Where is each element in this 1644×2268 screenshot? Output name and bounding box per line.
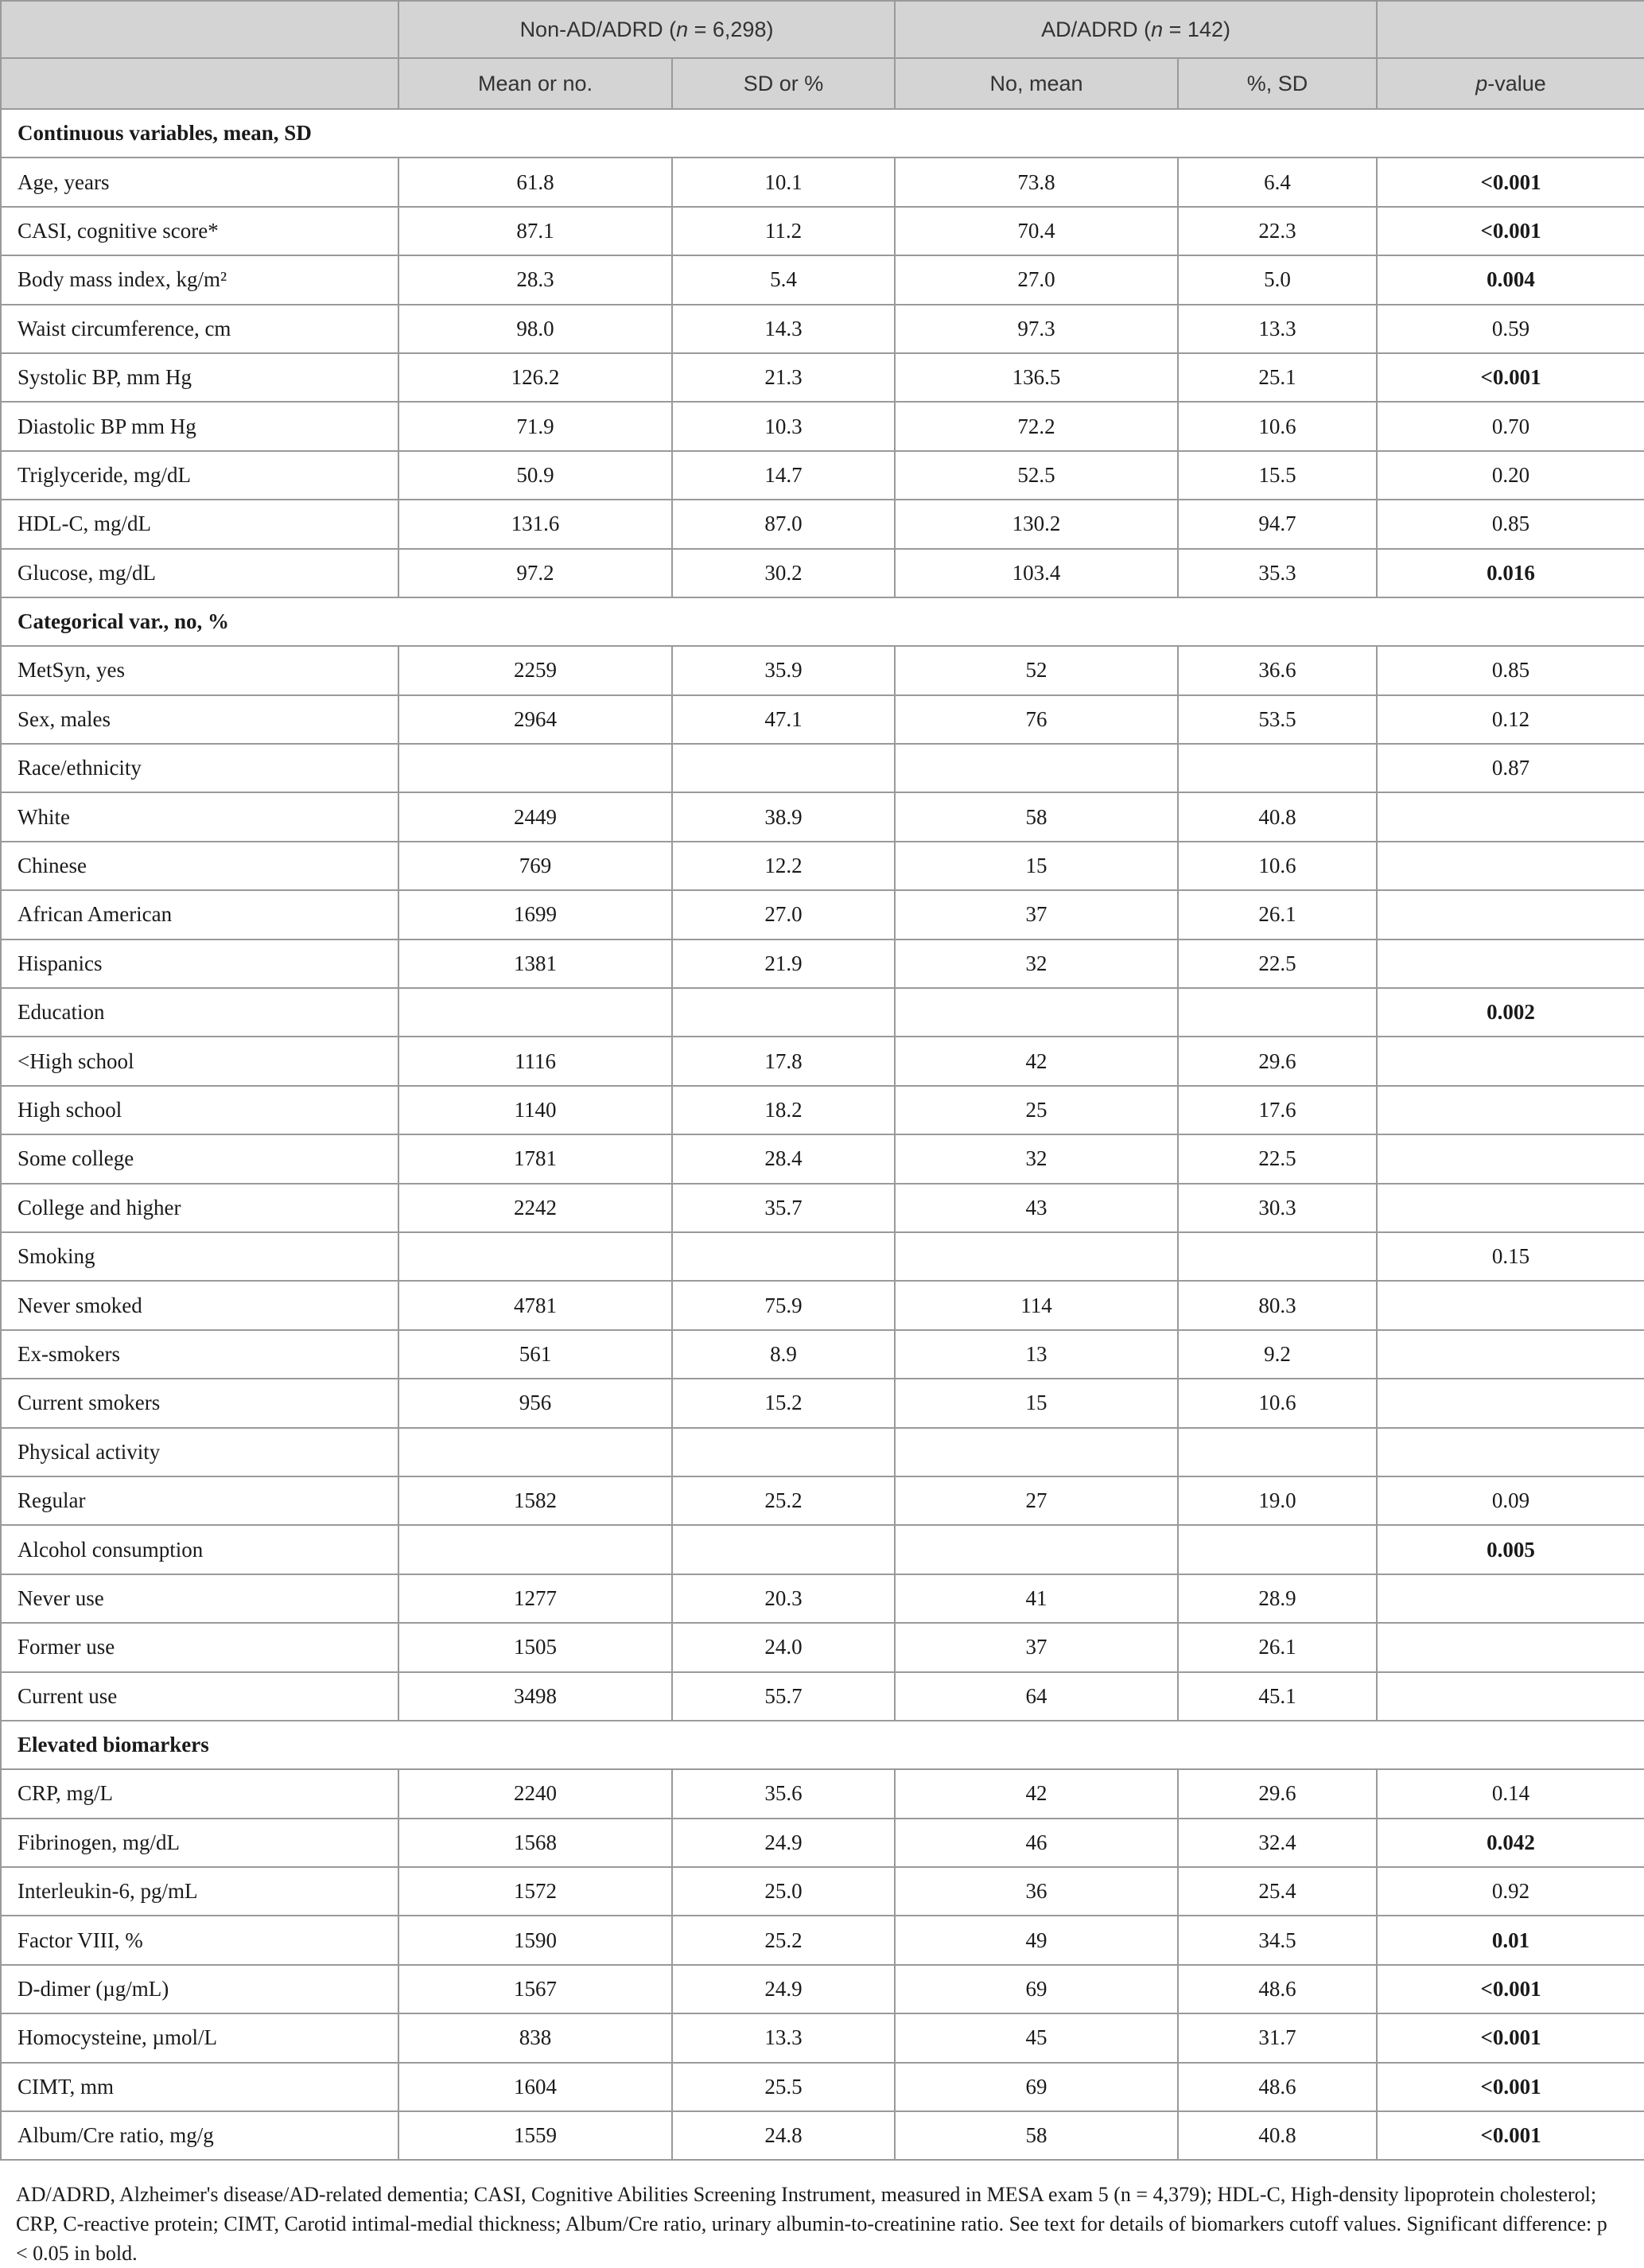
cell-adrd-mean: 13: [895, 1330, 1178, 1379]
cell-non-adrd-sd: 24.0: [672, 1623, 895, 1671]
row-label: Smoking: [1, 1232, 398, 1281]
cell-non-adrd-sd: 25.0: [672, 1867, 895, 1916]
table-header: [1, 1, 1644, 109]
table-row: [1, 1672, 1644, 1721]
cell-p-value: [1377, 1574, 1644, 1623]
row-label: Factor VIII, %: [1, 1916, 398, 1964]
cell-non-adrd-sd: 21.3: [672, 353, 895, 402]
cell-p-value: [1377, 1134, 1644, 1183]
cell-non-adrd-sd: 35.7: [672, 1184, 895, 1232]
cell-p-value: [1377, 792, 1644, 841]
row-label: HDL-C, mg/dL: [1, 500, 398, 548]
row-label: High school: [1, 1086, 398, 1134]
cell-adrd-mean: 114: [895, 1281, 1178, 1329]
cell-p-value: [1377, 1672, 1644, 1721]
table-row: [1, 988, 1644, 1037]
cell-non-adrd-sd: 14.3: [672, 305, 895, 353]
cell-non-adrd-sd: [672, 1525, 895, 1574]
cell-non-adrd-sd: 24.8: [672, 2111, 895, 2160]
table-row: [1, 207, 1644, 255]
row-label: Glucose, mg/dL: [1, 549, 398, 597]
cell-adrd-sd: 40.8: [1178, 2111, 1377, 2160]
table-row: [1, 305, 1644, 353]
cell-non-adrd-sd: 38.9: [672, 792, 895, 841]
cell-non-adrd-mean: 61.8: [398, 158, 672, 206]
cell-non-adrd-sd: 30.2: [672, 549, 895, 597]
cell-adrd-mean: [895, 1232, 1178, 1281]
cell-p-value: <0.001: [1377, 1965, 1644, 2013]
cell-adrd-mean: 72.2: [895, 402, 1178, 450]
cell-adrd-mean: 52: [895, 646, 1178, 694]
cell-adrd-mean: 97.3: [895, 305, 1178, 353]
cell-adrd-sd: 22.5: [1178, 939, 1377, 988]
cell-adrd-sd: 40.8: [1178, 792, 1377, 841]
cell-p-value: [1377, 1086, 1644, 1134]
cell-non-adrd-mean: 1582: [398, 1476, 672, 1525]
cell-p-value: <0.001: [1377, 207, 1644, 255]
cell-adrd-sd: 34.5: [1178, 1916, 1377, 1964]
cell-non-adrd-mean: 561: [398, 1330, 672, 1379]
cell-adrd-mean: 15: [895, 842, 1178, 890]
cell-non-adrd-mean: 2449: [398, 792, 672, 841]
table-row: [1, 1134, 1644, 1183]
row-label: Never use: [1, 1574, 398, 1623]
table-row: [1, 2013, 1644, 2062]
cell-non-adrd-sd: 14.7: [672, 451, 895, 500]
table-row: [1, 1232, 1644, 1281]
cell-adrd-mean: 52.5: [895, 451, 1178, 500]
table-row: [1, 939, 1644, 988]
cell-non-adrd-sd: 10.3: [672, 402, 895, 450]
cell-non-adrd-mean: [398, 988, 672, 1037]
row-label: Ex-smokers: [1, 1330, 398, 1379]
cell-p-value: <0.001: [1377, 353, 1644, 402]
cell-non-adrd-sd: 35.9: [672, 646, 895, 694]
cell-p-value: 0.70: [1377, 402, 1644, 450]
row-label: Current use: [1, 1672, 398, 1721]
cell-non-adrd-mean: [398, 1525, 672, 1574]
cell-adrd-sd: [1178, 1232, 1377, 1281]
header-sd-or-pct: SD or %: [672, 58, 895, 109]
cell-non-adrd-mean: 1567: [398, 1965, 672, 2013]
table-row: [1, 1916, 1644, 1964]
cell-p-value: 0.042: [1377, 1819, 1644, 1867]
row-label: CASI, cognitive score*: [1, 207, 398, 255]
cell-adrd-mean: 46: [895, 1819, 1178, 1867]
row-label: Chinese: [1, 842, 398, 890]
cell-adrd-mean: 36: [895, 1867, 1178, 1916]
row-label: Diastolic BP mm Hg: [1, 402, 398, 450]
cell-non-adrd-mean: 87.1: [398, 207, 672, 255]
cell-non-adrd-mean: 1699: [398, 890, 672, 939]
row-label: Systolic BP, mm Hg: [1, 353, 398, 402]
cell-p-value: 0.09: [1377, 1476, 1644, 1525]
cell-non-adrd-sd: 25.2: [672, 1916, 895, 1964]
table-row: [1, 1281, 1644, 1329]
cell-adrd-sd: 26.1: [1178, 890, 1377, 939]
row-label: Age, years: [1, 158, 398, 206]
cell-p-value: 0.002: [1377, 988, 1644, 1037]
cell-adrd-mean: [895, 1525, 1178, 1574]
cell-adrd-sd: 80.3: [1178, 1281, 1377, 1329]
cell-non-adrd-mean: [398, 1232, 672, 1281]
cell-adrd-sd: 22.3: [1178, 207, 1377, 255]
table-row: [1, 1037, 1644, 1085]
cell-adrd-sd: 25.4: [1178, 1867, 1377, 1916]
row-label: Fibrinogen, mg/dL: [1, 1819, 398, 1867]
cell-adrd-sd: 53.5: [1178, 695, 1377, 744]
header-empty-cell: [1, 1, 398, 58]
cell-adrd-mean: [895, 988, 1178, 1037]
cell-p-value: 0.85: [1377, 500, 1644, 548]
cell-p-value: [1377, 842, 1644, 890]
row-label: Body mass index, kg/m²: [1, 255, 398, 304]
cell-non-adrd-sd: 20.3: [672, 1574, 895, 1623]
cell-adrd-sd: 13.3: [1178, 305, 1377, 353]
cell-p-value: 0.005: [1377, 1525, 1644, 1574]
table-row: [1, 353, 1644, 402]
table-row: [1, 1476, 1644, 1525]
cell-p-value: 0.12: [1377, 695, 1644, 744]
row-label: Alcohol consumption: [1, 1525, 398, 1574]
cell-non-adrd-mean: 1140: [398, 1086, 672, 1134]
cell-non-adrd-mean: 1781: [398, 1134, 672, 1183]
cell-adrd-sd: 9.2: [1178, 1330, 1377, 1379]
cell-non-adrd-mean: 1381: [398, 939, 672, 988]
row-label: Hispanics: [1, 939, 398, 988]
cell-adrd-mean: 45: [895, 2013, 1178, 2062]
cell-p-value: [1377, 939, 1644, 988]
cell-adrd-mean: 49: [895, 1916, 1178, 1964]
cell-p-value: 0.14: [1377, 1769, 1644, 1818]
cell-non-adrd-sd: 75.9: [672, 1281, 895, 1329]
table-body: [1, 109, 1644, 2160]
row-label: CIMT, mm: [1, 2063, 398, 2111]
header-mean-or-no: Mean or no.: [398, 58, 672, 109]
cell-non-adrd-mean: 2242: [398, 1184, 672, 1232]
table-row: [1, 255, 1644, 304]
cell-adrd-sd: 10.6: [1178, 1379, 1377, 1427]
cell-adrd-sd: 48.6: [1178, 2063, 1377, 2111]
table-row: [1, 549, 1644, 597]
cell-p-value: [1377, 890, 1644, 939]
cell-non-adrd-sd: 35.6: [672, 1769, 895, 1818]
table-row: [1, 1623, 1644, 1671]
cell-adrd-sd: 30.3: [1178, 1184, 1377, 1232]
cell-non-adrd-sd: [672, 744, 895, 792]
cell-non-adrd-mean: 2240: [398, 1769, 672, 1818]
cell-adrd-mean: 15: [895, 1379, 1178, 1427]
cell-non-adrd-mean: 98.0: [398, 305, 672, 353]
cell-p-value: 0.004: [1377, 255, 1644, 304]
cell-adrd-mean: 32: [895, 1134, 1178, 1183]
row-label: Album/Cre ratio, mg/g: [1, 2111, 398, 2160]
cell-non-adrd-mean: 131.6: [398, 500, 672, 548]
cell-p-value: [1377, 1379, 1644, 1427]
cell-adrd-mean: 69: [895, 1965, 1178, 2013]
cell-adrd-mean: 41: [895, 1574, 1178, 1623]
cell-non-adrd-sd: [672, 988, 895, 1037]
cell-adrd-sd: 29.6: [1178, 1769, 1377, 1818]
cell-non-adrd-mean: 1559: [398, 2111, 672, 2160]
row-label: Waist circumference, cm: [1, 305, 398, 353]
table-row: [1, 1867, 1644, 1916]
cell-non-adrd-sd: 13.3: [672, 2013, 895, 2062]
header-column-row: [1, 58, 1644, 109]
cell-adrd-sd: 6.4: [1178, 158, 1377, 206]
table-row: [1, 1184, 1644, 1232]
cell-adrd-sd: 5.0: [1178, 255, 1377, 304]
cell-adrd-sd: 10.6: [1178, 402, 1377, 450]
row-label: Regular: [1, 1476, 398, 1525]
cell-adrd-sd: [1178, 988, 1377, 1037]
section-label: Continuous variables, mean, SD: [1, 109, 1644, 158]
cell-p-value: [1377, 1037, 1644, 1085]
cell-non-adrd-sd: 24.9: [672, 1965, 895, 2013]
cell-non-adrd-sd: 21.9: [672, 939, 895, 988]
cell-adrd-mean: 37: [895, 1623, 1178, 1671]
cell-p-value: [1377, 1281, 1644, 1329]
table-row: [1, 1086, 1644, 1134]
table-row: [1, 1769, 1644, 1818]
cell-non-adrd-mean: 97.2: [398, 549, 672, 597]
header-empty-cell: [1, 58, 398, 109]
cell-adrd-sd: 10.6: [1178, 842, 1377, 890]
cell-non-adrd-sd: [672, 1428, 895, 1476]
cell-adrd-sd: 45.1: [1178, 1672, 1377, 1721]
cell-non-adrd-sd: 17.8: [672, 1037, 895, 1085]
cell-adrd-mean: 43: [895, 1184, 1178, 1232]
header-pct-sd: %, SD: [1178, 58, 1377, 109]
row-label: Homocysteine, µmol/L: [1, 2013, 398, 2062]
cell-non-adrd-sd: 25.2: [672, 1476, 895, 1525]
row-label: Never smoked: [1, 1281, 398, 1329]
cell-adrd-sd: [1178, 1525, 1377, 1574]
row-label: Triglyceride, mg/dL: [1, 451, 398, 500]
cell-p-value: 0.016: [1377, 549, 1644, 597]
cell-non-adrd-sd: 25.5: [672, 2063, 895, 2111]
table-row: [1, 451, 1644, 500]
table-row: [1, 1330, 1644, 1379]
cell-non-adrd-sd: 11.2: [672, 207, 895, 255]
cell-adrd-mean: [895, 1428, 1178, 1476]
cell-non-adrd-mean: 769: [398, 842, 672, 890]
cell-adrd-mean: 76: [895, 695, 1178, 744]
table-row: [1, 1379, 1644, 1427]
section-label: Categorical var., no, %: [1, 597, 1644, 646]
cell-adrd-mean: 42: [895, 1037, 1178, 1085]
cell-p-value: [1377, 1330, 1644, 1379]
cell-adrd-mean: [895, 744, 1178, 792]
row-label: College and higher: [1, 1184, 398, 1232]
cell-non-adrd-sd: 24.9: [672, 1819, 895, 1867]
cell-p-value: <0.001: [1377, 2111, 1644, 2160]
cell-adrd-sd: 22.5: [1178, 1134, 1377, 1183]
row-label: Current smokers: [1, 1379, 398, 1427]
row-label: Former use: [1, 1623, 398, 1671]
cell-adrd-sd: 29.6: [1178, 1037, 1377, 1085]
cell-non-adrd-mean: 1277: [398, 1574, 672, 1623]
cell-adrd-mean: 70.4: [895, 207, 1178, 255]
cell-non-adrd-mean: 1116: [398, 1037, 672, 1085]
row-label: MetSyn, yes: [1, 646, 398, 694]
section-row: [1, 1721, 1644, 1769]
cell-adrd-mean: 130.2: [895, 500, 1178, 548]
row-label: Physical activity: [1, 1428, 398, 1476]
cell-p-value: 0.01: [1377, 1916, 1644, 1964]
cell-adrd-sd: 26.1: [1178, 1623, 1377, 1671]
table-footnote: AD/ADRD, Alzheimer's disease/AD-related dementia; CASI, Cognitive Abilities Screening Instrument, measured in MESA exam 5 (n = 4,379); HDL-C, High-density lipoprotein cholesterol; CRP, C-reactive protein; CIMT, Carotid intimal-medial thickness; Album/Cre ratio, urinary albumin-to-creatinine ratio. See text for details of biomarkers cutoff values. Significant difference: p < 0.05 in bold.: [16, 2183, 1607, 2265]
cell-non-adrd-sd: 15.2: [672, 1379, 895, 1427]
cell-adrd-sd: 48.6: [1178, 1965, 1377, 2013]
header-group-non-adrd: Non-AD/ADRD (n = 6,298): [398, 1, 895, 58]
table-row: [1, 402, 1644, 450]
row-label: CRP, mg/L: [1, 1769, 398, 1818]
header-group-row: [1, 1, 1644, 58]
cell-non-adrd-mean: [398, 1428, 672, 1476]
cell-non-adrd-mean: 3498: [398, 1672, 672, 1721]
cell-non-adrd-mean: 1505: [398, 1623, 672, 1671]
cell-non-adrd-mean: 1590: [398, 1916, 672, 1964]
cell-p-value: 0.59: [1377, 305, 1644, 353]
table-row: [1, 1819, 1644, 1867]
section-row: [1, 597, 1644, 646]
table-row: [1, 500, 1644, 548]
row-label: Sex, males: [1, 695, 398, 744]
cell-non-adrd-mean: 28.3: [398, 255, 672, 304]
cell-p-value: 0.92: [1377, 1867, 1644, 1916]
row-label: African American: [1, 890, 398, 939]
table-row: [1, 792, 1644, 841]
cell-non-adrd-sd: 12.2: [672, 842, 895, 890]
header-group-adrd: AD/ADRD (n = 142): [895, 1, 1377, 58]
cell-non-adrd-sd: 47.1: [672, 695, 895, 744]
cell-non-adrd-mean: 4781: [398, 1281, 672, 1329]
cell-adrd-sd: 32.4: [1178, 1819, 1377, 1867]
cell-adrd-sd: 31.7: [1178, 2013, 1377, 2062]
table-row: [1, 695, 1644, 744]
table-row: [1, 1525, 1644, 1574]
cell-non-adrd-mean: 50.9: [398, 451, 672, 500]
cell-non-adrd-sd: 27.0: [672, 890, 895, 939]
cell-p-value: <0.001: [1377, 158, 1644, 206]
cell-adrd-mean: 103.4: [895, 549, 1178, 597]
row-label: <High school: [1, 1037, 398, 1085]
header-no-mean: No, mean: [895, 58, 1178, 109]
cell-adrd-sd: 94.7: [1178, 500, 1377, 548]
row-label: Some college: [1, 1134, 398, 1183]
cell-non-adrd-sd: 18.2: [672, 1086, 895, 1134]
cell-adrd-mean: 25: [895, 1086, 1178, 1134]
cell-adrd-sd: 15.5: [1178, 451, 1377, 500]
cell-non-adrd-mean: 126.2: [398, 353, 672, 402]
table-row: [1, 1574, 1644, 1623]
cell-non-adrd-sd: 5.4: [672, 255, 895, 304]
cell-non-adrd-mean: 1604: [398, 2063, 672, 2111]
cell-non-adrd-mean: 2259: [398, 646, 672, 694]
table-row: [1, 2111, 1644, 2160]
cell-adrd-mean: 42: [895, 1769, 1178, 1818]
table-row: [1, 1428, 1644, 1476]
table-row: [1, 842, 1644, 890]
cell-non-adrd-sd: 8.9: [672, 1330, 895, 1379]
row-label: Interleukin-6, pg/mL: [1, 1867, 398, 1916]
table-row: [1, 1965, 1644, 2013]
table-row: [1, 2063, 1644, 2111]
cell-non-adrd-mean: 2964: [398, 695, 672, 744]
table-row: [1, 158, 1644, 206]
row-label: Race/ethnicity: [1, 744, 398, 792]
cell-adrd-mean: 136.5: [895, 353, 1178, 402]
cell-adrd-mean: 73.8: [895, 158, 1178, 206]
cell-non-adrd-sd: 55.7: [672, 1672, 895, 1721]
cell-adrd-mean: 64: [895, 1672, 1178, 1721]
row-label: D-dimer (µg/mL): [1, 1965, 398, 2013]
cell-adrd-sd: 35.3: [1178, 549, 1377, 597]
cell-adrd-sd: 25.1: [1178, 353, 1377, 402]
cell-adrd-mean: 27: [895, 1476, 1178, 1525]
section-row: [1, 109, 1644, 158]
cell-non-adrd-mean: 1568: [398, 1819, 672, 1867]
cell-p-value: 0.87: [1377, 744, 1644, 792]
header-empty-cell: [1377, 1, 1644, 58]
cell-adrd-mean: 37: [895, 890, 1178, 939]
cell-non-adrd-sd: [672, 1232, 895, 1281]
cell-non-adrd-mean: 1572: [398, 1867, 672, 1916]
cell-p-value: 0.85: [1377, 646, 1644, 694]
section-label: Elevated biomarkers: [1, 1721, 1644, 1769]
cell-adrd-sd: 28.9: [1178, 1574, 1377, 1623]
cell-p-value: [1377, 1428, 1644, 1476]
table-row: [1, 890, 1644, 939]
cell-non-adrd-sd: 10.1: [672, 158, 895, 206]
row-label: White: [1, 792, 398, 841]
cell-non-adrd-sd: 28.4: [672, 1134, 895, 1183]
cell-adrd-sd: 19.0: [1178, 1476, 1377, 1525]
cell-p-value: <0.001: [1377, 2063, 1644, 2111]
cell-adrd-mean: 27.0: [895, 255, 1178, 304]
cell-adrd-sd: [1178, 1428, 1377, 1476]
cell-non-adrd-mean: [398, 744, 672, 792]
cell-non-adrd-mean: 838: [398, 2013, 672, 2062]
cell-non-adrd-mean: 956: [398, 1379, 672, 1427]
cell-p-value: <0.001: [1377, 2013, 1644, 2062]
cell-adrd-mean: 32: [895, 939, 1178, 988]
cell-p-value: [1377, 1623, 1644, 1671]
cell-p-value: [1377, 1184, 1644, 1232]
cell-p-value: 0.15: [1377, 1232, 1644, 1281]
cell-adrd-mean: 69: [895, 2063, 1178, 2111]
cell-adrd-sd: 36.6: [1178, 646, 1377, 694]
cell-adrd-sd: [1178, 744, 1377, 792]
cell-adrd-sd: 17.6: [1178, 1086, 1377, 1134]
cell-adrd-mean: 58: [895, 2111, 1178, 2160]
row-label: Education: [1, 988, 398, 1037]
header-p-value: p-value: [1377, 58, 1644, 109]
table-row: [1, 646, 1644, 694]
cell-p-value: 0.20: [1377, 451, 1644, 500]
cell-non-adrd-mean: 71.9: [398, 402, 672, 450]
cell-adrd-mean: 58: [895, 792, 1178, 841]
table-row: [1, 744, 1644, 792]
cell-non-adrd-sd: 87.0: [672, 500, 895, 548]
